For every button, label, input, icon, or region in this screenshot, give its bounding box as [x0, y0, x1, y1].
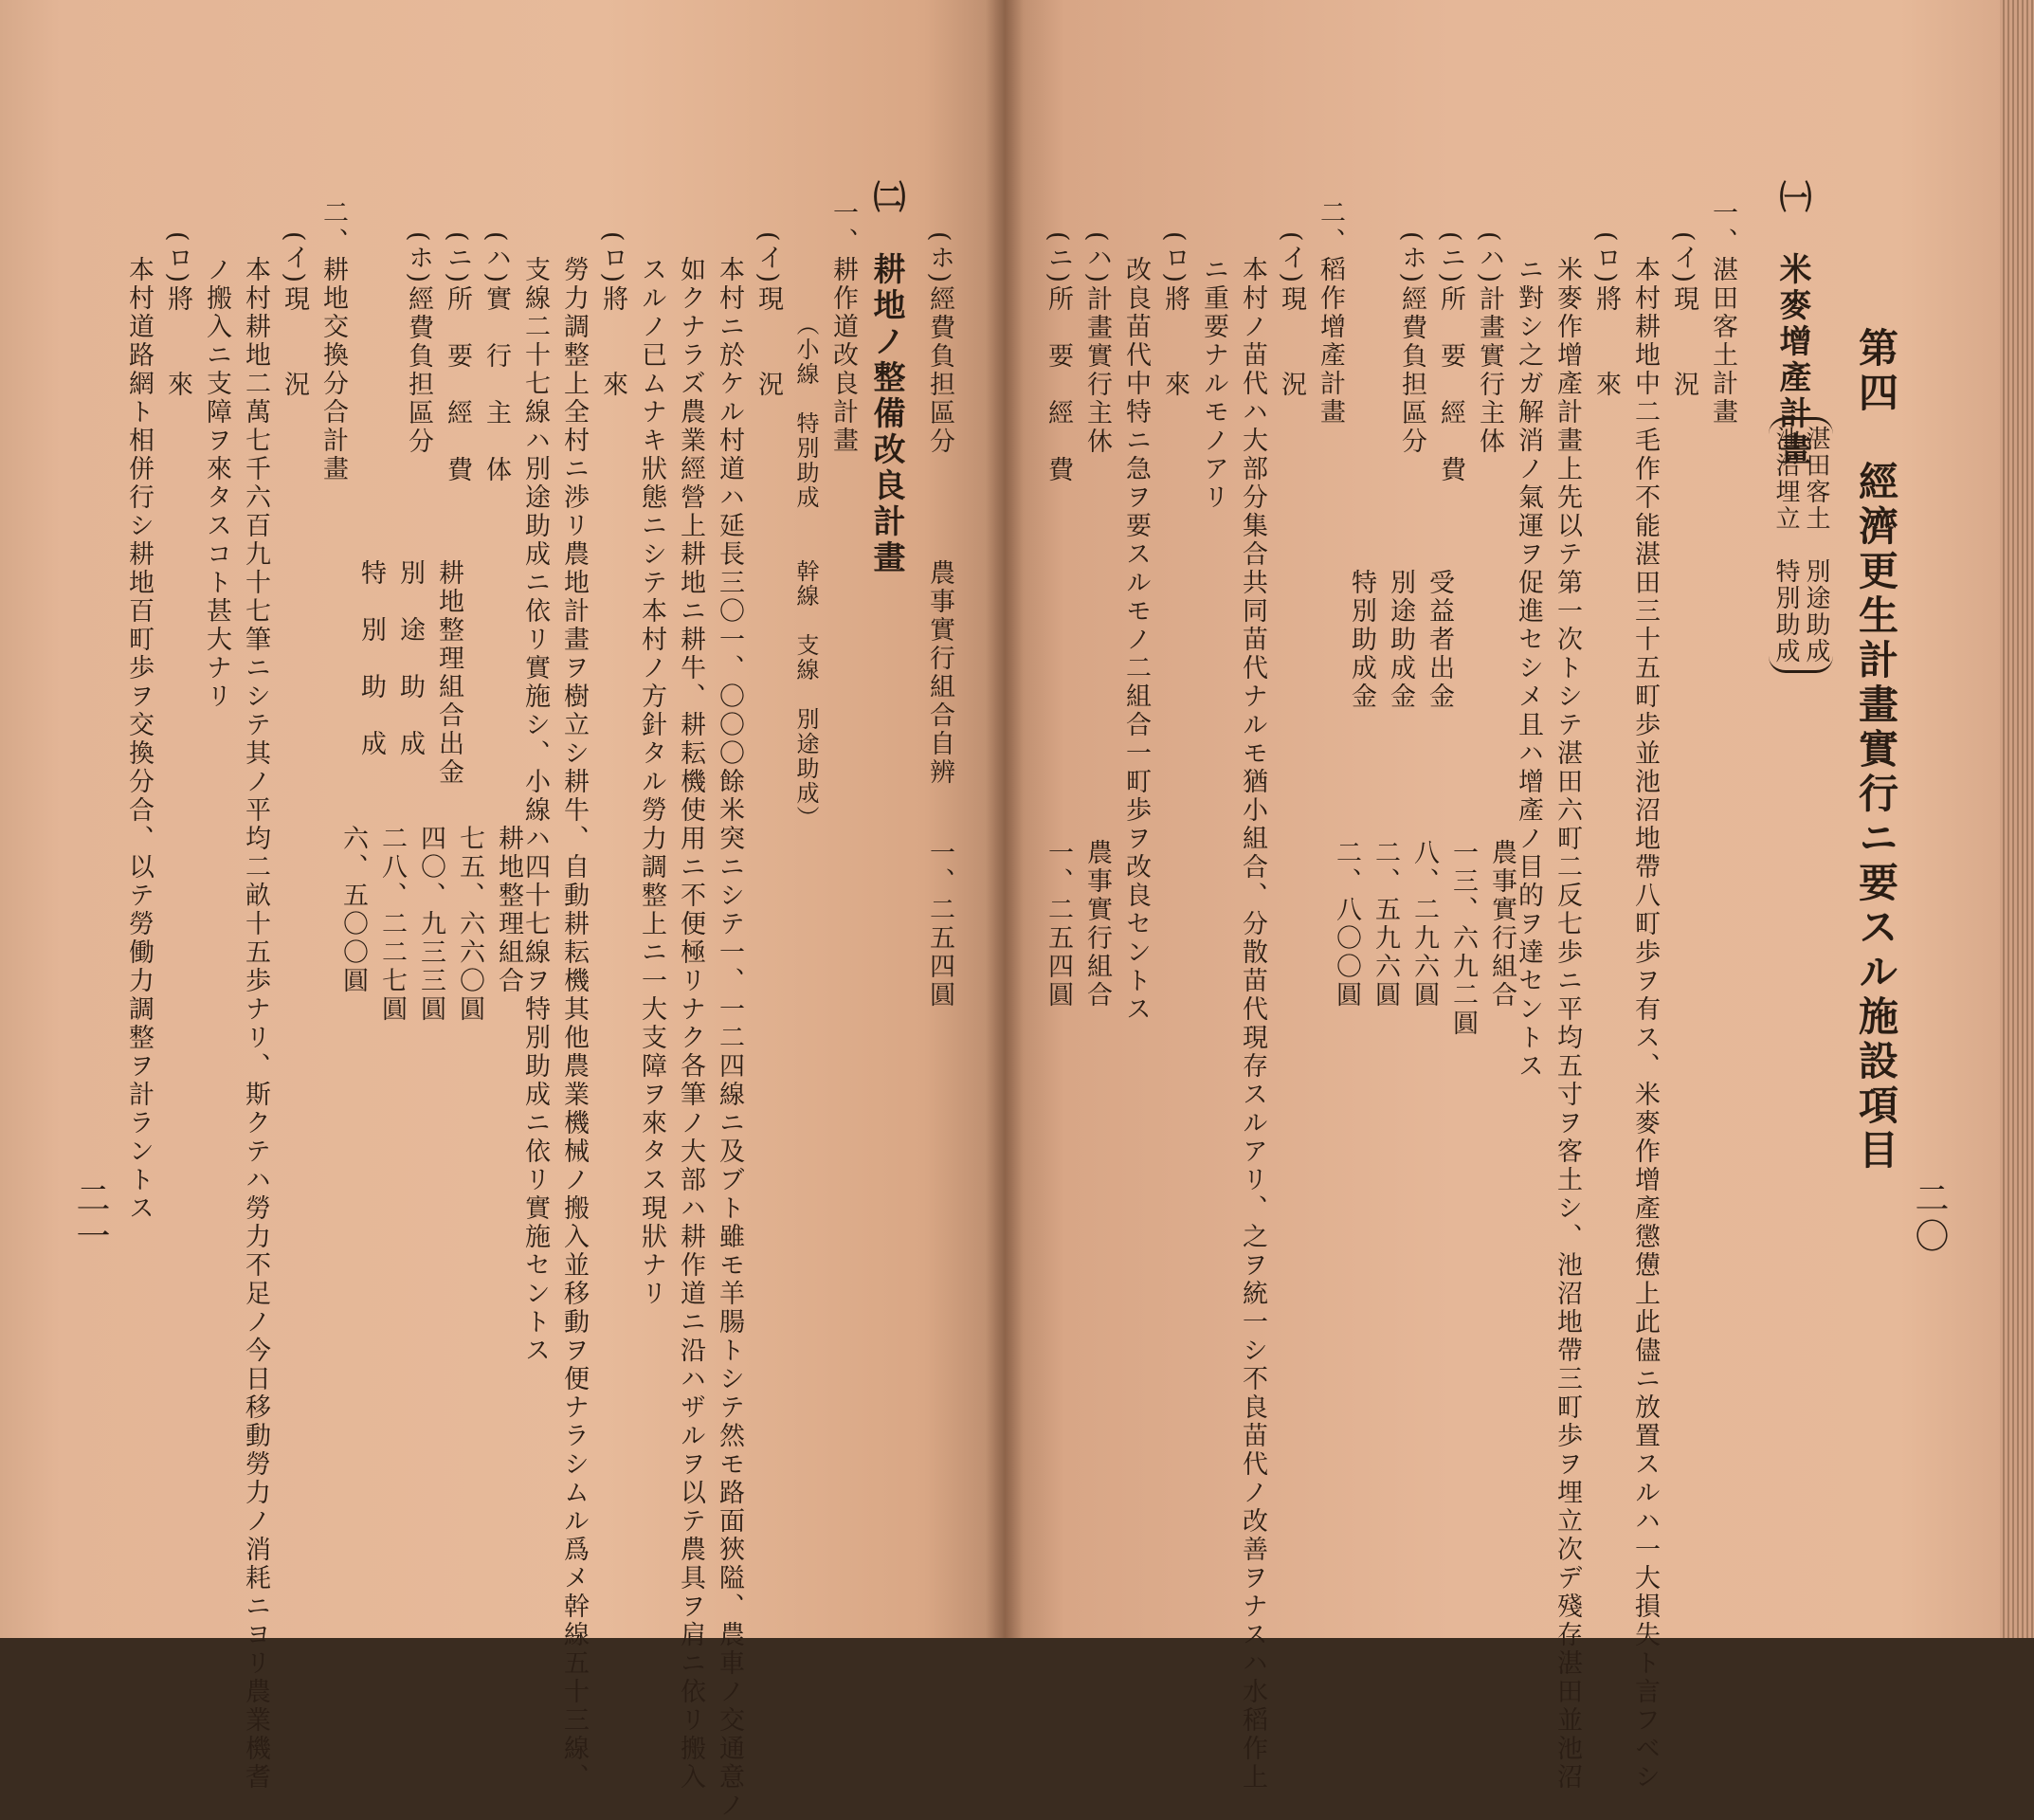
- l-item1-title: 一、耕作道改良計畫: [828, 199, 858, 455]
- item1-cost-heading: (ニ)所 要 經 費: [1436, 231, 1465, 485]
- item1-burden-label-0: 受益者出金: [1425, 569, 1454, 711]
- l-item1-shorai-text-1: 勞力調整上全村ニ渉リ農地計畫ヲ樹立シ耕牛、自動耕耘機其他農業機械ノ搬入並移動ヲ便ナラシムル爲メ幹線五十三線、: [559, 256, 589, 1792]
- prev-burden-amount: 一、二五四圓: [925, 839, 954, 1010]
- section1-heading: ㈠ 米麥增產計畫: [1773, 180, 1811, 468]
- l-item1-genkyo-text-3: スルノ已ムナキ狀態ニシテ本村ノ方針タル勞力調整上ニ一大支障ヲ來タス現狀ナリ: [637, 256, 666, 1308]
- item2-genkyo-text-2: ニ重要ナルモノアリ: [1199, 256, 1228, 512]
- item1-actor-heading: (ハ)計畫實行主体: [1475, 231, 1504, 457]
- section1-note: [1769, 417, 1833, 673]
- l-item1-burden-label-2: 特 別 助 成: [356, 559, 386, 758]
- l-item1-genkyo-text-1: 本村ニ於ケル村道ハ延長三〇一、〇〇〇餘米突ニシテ一、一二四線ニ及ブト雖モ羊腸トシテ然モ路面狹隘、農車ノ交通意ノ: [715, 256, 744, 1820]
- prev-burden-heading: (ホ)經費負担區分: [925, 231, 954, 457]
- l-item1-burden-amount-2: 六、五〇〇圓: [338, 825, 368, 995]
- right-page-number: 二〇: [1910, 1180, 1949, 1256]
- item1-burden-amount-2: 二、八〇〇圓: [1332, 839, 1361, 1010]
- section1-note-line1: 湛田客土 別途助成: [1802, 426, 1830, 664]
- l-item1-burden-amount-1: 二八、二二七圓: [377, 825, 407, 1024]
- page-edges: [2000, 0, 2034, 1638]
- item1-burden-label-1: 別途助成金: [1386, 569, 1415, 711]
- item1-shorai-heading: (ロ)將 來: [1591, 231, 1621, 400]
- item2-cost-value: 一、二五四圓: [1044, 839, 1073, 1010]
- l-item1-actor-value: 耕地整理組合: [494, 825, 523, 995]
- left-page-number: 二一: [71, 1180, 110, 1256]
- chapter-title: 第四 經濟更生計畫實行ニ要スル施設項目: [1853, 327, 1899, 1174]
- item1-title: 一、湛田客土計畫: [1708, 199, 1737, 427]
- section1-note-line2: 池沼埋立 特別助成: [1771, 426, 1800, 664]
- item2-shorai-text: 改良苗代中特ニ急ヲ要スルモノ二組合一町歩ヲ改良セントス: [1121, 256, 1151, 1024]
- l-item1-shorai-text-2: 支線二十七線ハ別途助成ニ依リ實施シ、小線ハ四十七線ヲ特別助成ニ依リ實施セントス: [520, 256, 550, 1365]
- l-item1-burden-label-1: 別 途 助 成: [395, 559, 425, 758]
- l-item1-genkyo-text-2: 如クナラズ農業經營上耕地ニ耕牛、耕耘機使用ニ不便極リナク各筆ノ大部ハ耕作道ニ沿ハザルヲ以テ農具ヲ肩ニ依リ搬入: [676, 256, 705, 1792]
- l-item1-actor-heading: (ハ)實 行 主 体: [481, 231, 511, 485]
- l-item2-genkyo-heading: (イ)現 況: [280, 231, 309, 400]
- l-item1-cost-value: 七五、六六〇圓: [455, 825, 484, 1024]
- item1-cost-value: 一三、六九二圓: [1448, 839, 1478, 1038]
- item2-shorai-heading: (ロ)將 來: [1160, 231, 1190, 400]
- item1-burden-amount-1: 二、五九六圓: [1371, 839, 1400, 1010]
- section2-heading: ㈡ 耕地ノ整備改良計畫: [867, 180, 905, 576]
- l-item2-shorai-heading: (ロ)將 來: [163, 231, 192, 400]
- item2-cost-heading: (ニ)所 要 經 費: [1044, 231, 1073, 485]
- l-item1-burden-heading: (ホ)經費負担區分: [404, 231, 433, 457]
- item2-actor-value: 農事實行組合: [1082, 839, 1112, 1010]
- item2-title: 二、稻作增產計畫: [1316, 199, 1345, 427]
- item2-genkyo-heading: (イ)現 況: [1277, 231, 1306, 400]
- l-item1-shorai-heading: (ロ)將 來: [598, 231, 627, 400]
- item2-genkyo-text-1: 本村ノ苗代ハ大部分集合共同苗代ナルモ猶小組合、分散苗代現存スルアリ、之ヲ統一シ不良苗代ノ改善ヲナスハ水稻作上: [1238, 256, 1267, 1792]
- item2-actor-heading: (ハ)計畫實行主休: [1082, 231, 1112, 457]
- item1-actor-value: 農事實行組合: [1487, 839, 1516, 1010]
- l-item2-genkyo-text-2: ノ搬入ニ支障ヲ來タスコト甚大ナリ: [202, 256, 231, 711]
- item1-burden-heading: (ホ)經費負担區分: [1397, 231, 1426, 457]
- item1-burden-label-2: 特別助成金: [1347, 569, 1376, 711]
- l-item1-cost-heading: (ニ)所 要 經 費: [443, 231, 472, 485]
- l-item2-title: 二、耕地交換分合計畫: [318, 199, 348, 483]
- item1-shorai-text-1: 米麥作增產計畫上先以テ第一次トシテ湛田六町二反七歩ニ平均五寸ヲ客土シ、池沼地帶三町歩ヲ埋立次デ殘存湛田並池沼: [1553, 256, 1582, 1792]
- l-item1-burden-label-0: 耕地整理組合出金: [434, 559, 463, 787]
- item1-genkyo-text: 本村耕地中二毛作不能湛田三十五町歩並池沼地帶八町歩ヲ有ス、米麥作增產懲憊上此儘ニ放置スルハ一大損失ト言フベシ: [1630, 256, 1660, 1792]
- item1-shorai-text-2: ニ對シ之ガ解消ノ氣運ヲ促進セシメ且ハ增產ノ目的ヲ達セントス: [1514, 256, 1543, 1081]
- l-item1-burden-amount-0: 四〇、九三三圓: [416, 825, 445, 1024]
- l-item1-note: （小線 特別助成 幹線 支線 別途助成）: [792, 313, 819, 830]
- item1-genkyo-heading: (イ)現 況: [1669, 231, 1698, 400]
- book-gutter: [986, 0, 1024, 1638]
- l-item2-shorai-text: 本村道路網ト相併行シ耕地百町歩ヲ交換分合、以テ勞働力調整ヲ計ラントス: [124, 256, 154, 1223]
- item1-burden-amount-0: 八、二九六圓: [1409, 839, 1439, 1010]
- prev-burden-label: 農事實行組合自辨: [925, 559, 954, 787]
- l-item1-genkyo-heading: (イ)現 況: [754, 231, 783, 400]
- l-item2-genkyo-text-1: 本村耕地二萬七千六百九十七筆ニシテ其ノ平均二畝十五歩ナリ、斯クテハ勞力不足ノ今日移動勞力ノ消耗ニヨリ農業機耆: [241, 256, 270, 1792]
